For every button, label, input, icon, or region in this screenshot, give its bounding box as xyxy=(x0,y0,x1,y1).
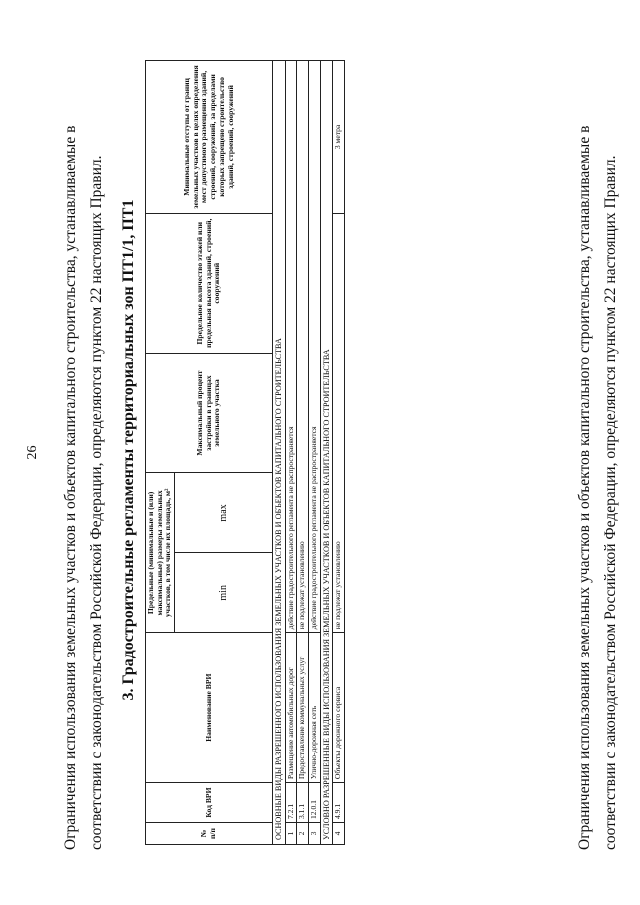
restrictions-paragraph-top xyxy=(58,50,110,850)
cell-name: Предоставление коммунальных услуг xyxy=(297,633,309,783)
cell-setback: 3 метра xyxy=(333,61,345,214)
cell-code: 3.1.1 xyxy=(297,783,309,823)
cell-value: действие градостроительного регламента не распространяется xyxy=(309,61,321,633)
paragraph-line: соответствии с законодательством Российской Федерации, определяются пунктом 22 настоящих Правил. xyxy=(602,155,619,850)
cell-num: 2 xyxy=(297,823,309,845)
header-percent: Максимальный процент застройки в границах земельного участка xyxy=(146,353,273,473)
header-size: Предельные (минимальные и (или) максимальные) размеры земельных участков, в том числе их площадь, м² xyxy=(146,473,175,633)
cell-name: Улично-дорожная сеть xyxy=(309,633,321,783)
cell-name: Размещение автомобильных дорог xyxy=(285,633,297,783)
section-row-conditional xyxy=(320,61,332,845)
cell-num: 4 xyxy=(333,823,345,845)
cell-num: 3 xyxy=(309,823,321,845)
paragraph-line: Ограничения использования земельных участков и объектов капитального строительства, устанавливаемые в xyxy=(576,125,593,850)
paragraph-line: Ограничения использования земельных участков и объектов капитального строительства, устанавливаемые в xyxy=(62,125,79,850)
header-setback: Минимальные отступы от границ земельных участков в целях определения мест допустимого размещения зданий, строений, сооружений, за пределами которых запрещено строительство зданий, строений, сооружений xyxy=(146,61,273,214)
header-min: min xyxy=(175,553,273,633)
section-title-main: ОСНОВНЫЕ ВИДЫ РАЗРЕШЕННОГО ИСПОЛЬЗОВАНИЯ ЗЕМЕЛЬНЫХ УЧАСТКОВ И ОБЪЕКТОВ КАПИТАЛЬНОГО СТРОИТЕЛЬСТВА xyxy=(273,61,285,845)
cell-value: не подлежат установлению xyxy=(297,61,309,633)
cell-code: 4.9.1 xyxy=(333,783,345,823)
table-row xyxy=(333,61,345,845)
paragraph-line: соответствии с законодательством Российской Федерации, определяются пунктом 22 настоящих Правил. xyxy=(88,155,105,850)
section-row-main xyxy=(273,61,285,845)
cell-value: не подлежат установлению xyxy=(333,213,345,632)
header-num: № п/п xyxy=(146,823,273,845)
table-header-row xyxy=(146,61,175,845)
page-number: 26 xyxy=(25,445,40,460)
cell-num: 1 xyxy=(285,823,297,845)
header-max: max xyxy=(175,473,273,553)
section-heading: 3. Градостроительные регламенты территориальных зон ПТ1/1, ПТ1 xyxy=(120,199,137,701)
cell-code: 7.2.1 xyxy=(285,783,297,823)
table-row xyxy=(309,61,321,845)
restrictions-paragraph-bottom xyxy=(572,50,624,850)
header-name: Наименование ВРИ xyxy=(146,633,273,783)
header-floors: Предельное количество этажей или предельная высота зданий, строений, сооружений xyxy=(146,213,273,353)
cell-code: 12.0.1 xyxy=(309,783,321,823)
table-row xyxy=(285,61,297,845)
cell-name: Объекты дорожного сервиса xyxy=(333,633,345,783)
section-title-conditional: УСЛОВНО РАЗРЕШЕННЫЕ ВИДЫ ИСПОЛЬЗОВАНИЯ ЗЕМЕЛЬНЫХ УЧАСТКОВ И ОБЪЕКТОВ КАПИТАЛЬНОГО СТРОИТЕЛЬСТВА xyxy=(320,61,332,845)
cell-value: действие градостроительного регламента не распространяется xyxy=(285,61,297,633)
header-code: Код ВРИ xyxy=(146,783,273,823)
regulations-table xyxy=(145,60,345,845)
table-row xyxy=(297,61,309,845)
